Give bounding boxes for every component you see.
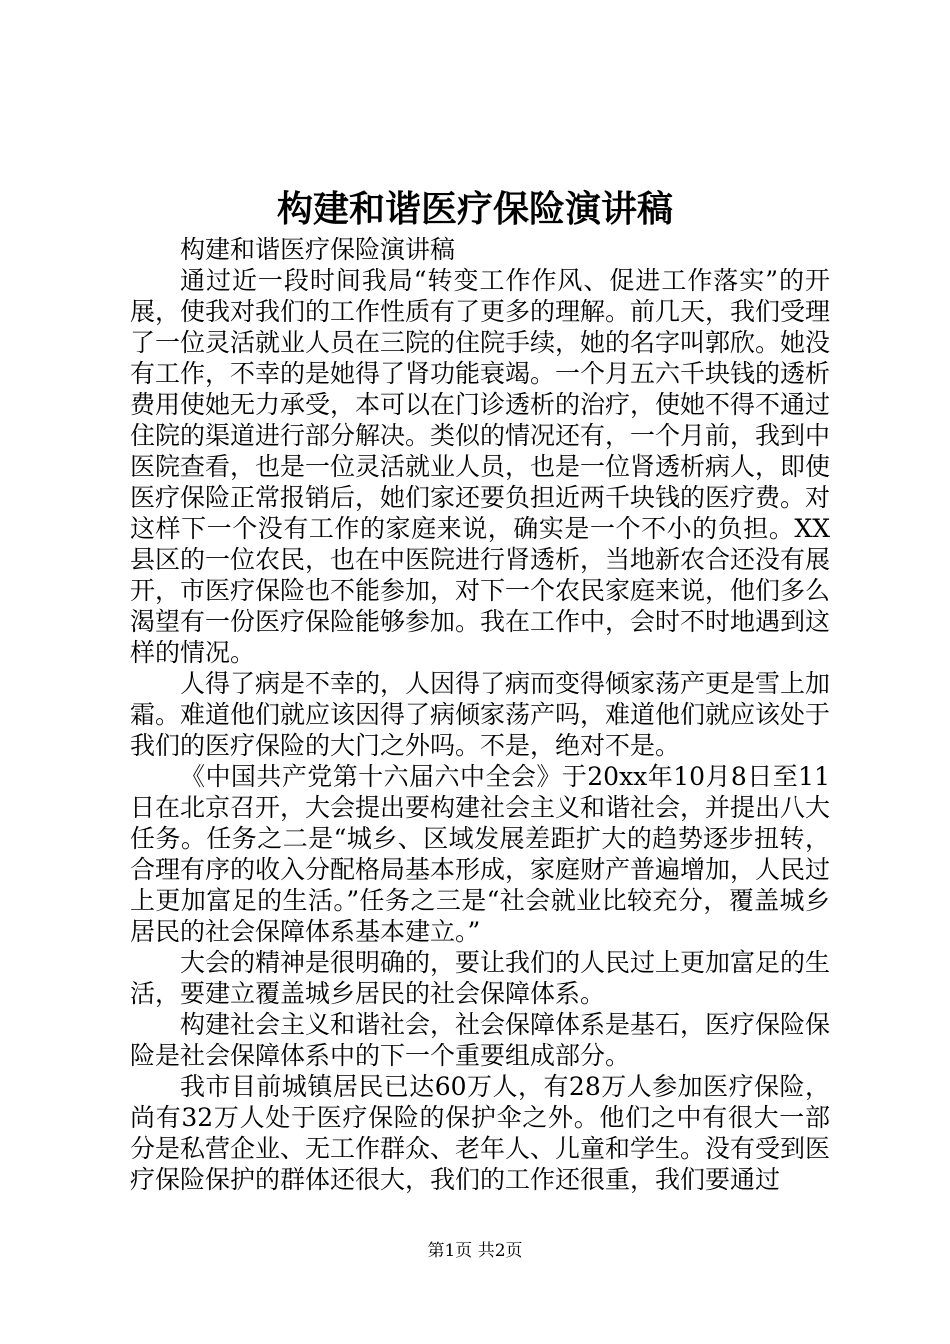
paragraph: 人得了病是不幸的，人因得了病而变得倾家荡产更是雪上加霜。难道他们就应该因得了病倾家荡产吗，难道他们就应该处于我们的医疗保险的大门之外吗。不是，绝对不是。 (130, 669, 831, 760)
document-title: 构建和谐医疗保险演讲稿 (276, 189, 673, 230)
paragraph: 《中国共产党第十六届六中全会》于20xx年10月8日至11日在北京召开，大会提出要构建社会主义和谐社会，并提出八大任务。任务之二是“城乡、区域发展差距扩大的趋势逐步扭转，合理有序的收入分配格局基本形成，家庭财产普遍增加，人民过上更加富足的生活。”任务之三是“社会就业比较充分，覆盖城乡居民的社会保障体系基本建立。” (130, 762, 831, 946)
paragraph: 大会的精神是很明确的，要让我们的人民过上更加富足的生活，要建立覆盖城乡居民的社会保障体系。 (130, 948, 831, 1008)
paragraph: 我市目前城镇居民已达60万人，有28万人参加医疗保险，尚有32万人处于医疗保险的保护伞之外。他们之中有很大一部分是私营企业、无工作群众、老年人、儿童和学生。没有受到医疗保险保护的群体还很大，我们的工作还很重，我们要通过 (130, 1072, 831, 1194)
paragraph: 构建社会主义和谐社会，社会保障体系是基石，医疗保险保险是社会保障体系中的下一个重要组成部分。 (130, 1010, 831, 1070)
page-footer: 第1页 共2页 (427, 1241, 523, 1261)
document-body (130, 234, 830, 1195)
paragraph-subtitle: 构建和谐医疗保险演讲稿 (180, 235, 456, 264)
paragraph: 通过近一段时间我局“转变工作作风、促进工作落实”的开展，使我对我们的工作性质有了更多的理解。前几天，我们受理了一位灵活就业人员在三院的住院手续，她的名字叫郭欣。她没有工作，不幸的是她得了肾功能衰竭。一个月五六千块钱的透析费用使她无力承受，本可以在门诊透析的治疗，使她不得不通过住院的渠道进行部分解决。类似的情况还有，一个月前，我到中医院查看，也是一位灵活就业人员，也是一位肾透析病人，即使医疗保险正常报销后，她们家还要负担近两千块钱的医疗费。对这样下一个没有工作的家庭来说，确实是一个不小的负担。XX县区的一位农民，也在中医院进行肾透析，当地新农合还没有展开，市医疗保险也不能参加，对下一个农民家庭来说，他们多么渴望有一份医疗保险能够参加。我在工作中，会时不时地遇到这样的情况。 (130, 266, 831, 667)
